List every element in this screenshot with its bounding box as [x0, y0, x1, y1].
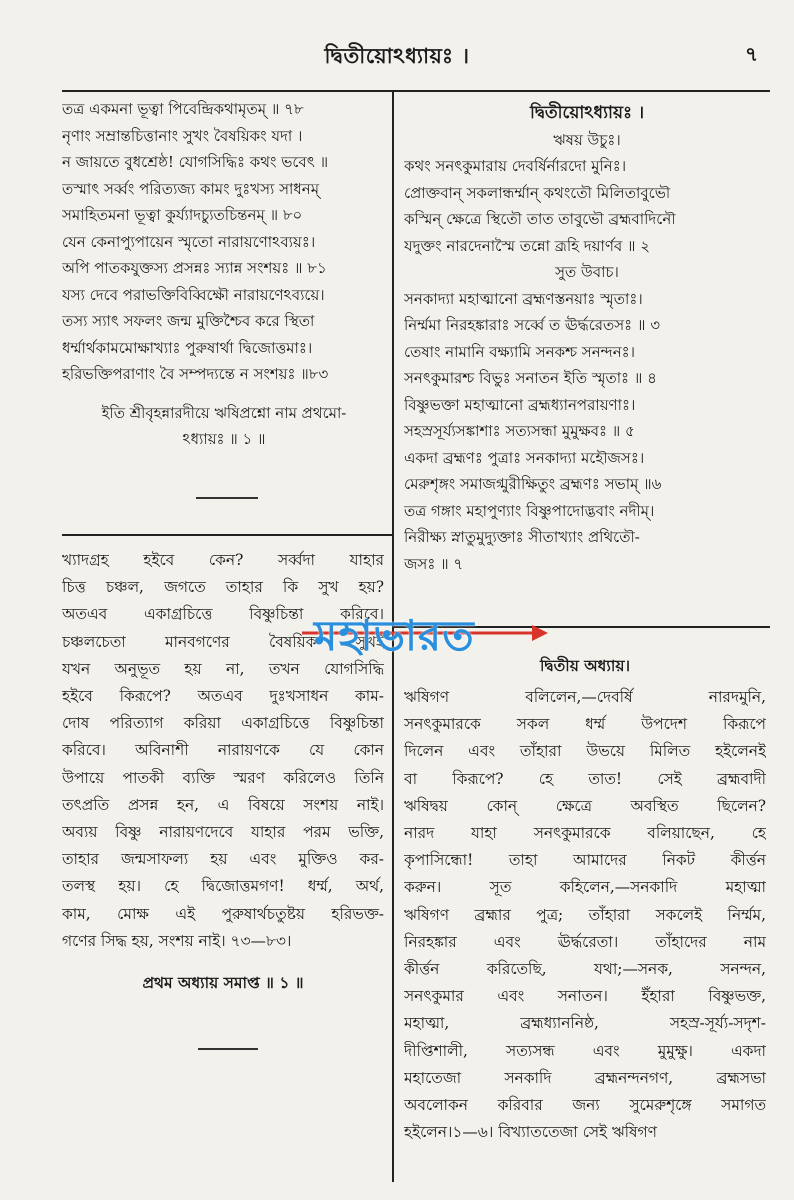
text-line: যদুক্তং নারদেনাস্মৈ তন্নো ব্রূহি দয়ার্ণব ॥ ২: [404, 236, 651, 255]
running-header-title: দ্বিতীয়োঽধ্যায়ঃ ।: [324, 43, 470, 68]
text-line: হরিভক্তিপরাণাং বৈ সম্পদ্যন্তে ন সংশয়ঃ ॥৮৩: [62, 365, 329, 383]
text-line: ঋষিগণ ব্রহ্মার পুত্র; তাঁহারা সকলেই নির্ম্মম,: [404, 905, 766, 924]
text-line: সনৎকুমারকে সকল ধর্ম্ম উপদেশ কিরূপে: [404, 715, 766, 734]
text-line: নারদ যাহা সনৎকুমারকে বলিয়াছেন, হে: [404, 824, 766, 843]
header-rule: [62, 90, 770, 92]
rishis-said-heading: ঋষয় উচুঃ।: [553, 130, 621, 149]
text-line: অপি পাতকযুক্তস্য প্রসন্নঃ স্যান্ন সংশয়ঃ ॥ ৮১: [62, 259, 327, 277]
text-line: কথং সনৎকুমারায় দেবর্ষির্নারদো মুনিঃ।: [404, 157, 627, 175]
text-line: একদা ব্রহ্মণঃ পুত্রাঃ সনকাদ্যা মহৌজসঃ।: [404, 448, 645, 467]
text-line: তৎপ্রতি প্রসন্ন হন, এ বিষয়ে সংশয় নাই।: [62, 795, 384, 814]
text-line: বা কিরূপে? হে তাত! সেই ব্রহ্মবাদী: [404, 769, 766, 788]
chapter-heading-bengali: দ্বিতীয় অধ্যায়।: [539, 656, 630, 675]
colophon-line-2: ঽধ্যায়ঃ ॥ ১ ॥: [182, 430, 266, 448]
text-line: যেন কেনাপ্যুপায়েন স্মৃতো নারায়ণোঽব্যয়ঃ।: [62, 232, 316, 251]
chapter-heading-sanskrit: দ্বিতীয়োঽধ্যায়ঃ ।: [529, 103, 645, 123]
chapter-end-rule: [198, 1048, 258, 1050]
text-line: অব্যয় বিষ্ণু নারায়ণদেবে যাহার পরম ভক্তি,: [62, 823, 384, 842]
text-line: অবলোকন করিবার জন্য সুমেরুশৃঙ্গে সমাগত: [404, 1096, 766, 1115]
text-line: সনকাদ্যা মহাত্মানো ব্রহ্মণস্তনয়াঃ স্মৃতাঃ।: [404, 289, 643, 308]
text-line: মহাতেজা সনকাদি ব্রহ্মনন্দনগণ, ব্রহ্মসভা: [404, 1068, 766, 1087]
text-line: করুন। সূত কহিলেন,—সনকাদি মহাত্মা: [404, 878, 766, 897]
text-line: সনৎকুমার এবং সনাতন। ইঁহারা বিষ্ণুভক্ত,: [404, 987, 766, 1006]
text-line: নৃণাং সম্রান্তচিত্তানাং সুখং বৈষয়িকং যদা ।: [62, 126, 303, 145]
right-verse-lines-b: [404, 286, 770, 578]
text-line: দোষ পরিত্যাগ করিয়া একাগ্রচিত্তে বিষ্ণুচিন্তা: [62, 714, 384, 733]
text-line: মেরুশৃঙ্গং সমাজগ্মুরীক্ষিতুং ব্রহ্মণঃ সভাম্ ॥৬: [404, 475, 662, 493]
text-line: তত্র একমনা ভূত্বা পিবেন্দ্ৰিকথামৃতম্ ॥ ৭৮: [62, 100, 304, 118]
right-prose-lines: [404, 684, 766, 1146]
chapter-end-caption: প্রথম অধ্যায় সমাপ্ত ॥ ১ ॥: [142, 973, 304, 993]
text-line: কীর্ত্তন করিতেছি, যথা;—সনক, সনন্দন,: [404, 960, 766, 979]
text-line: তাহার জন্মসাফল্য হয় এবং মুক্তিও কর-: [62, 850, 384, 869]
watermark-text: মহাভারত: [314, 611, 475, 660]
text-line: জসঃ ॥ ৭: [404, 554, 464, 573]
text-line: ধর্ম্মার্থকামমোক্ষাখ্যাঃ পুরুষার্থা দ্বিজোত্তমাঃ।: [62, 338, 313, 357]
text-line: সনৎকুমারশ্চ বিভুঃ সনাতন ইতি স্মৃতাঃ ॥ ৪: [404, 369, 657, 387]
text-line: কৃপাসিন্ধো! তাহা আমাদের নিকট কীর্ত্তন: [404, 851, 766, 870]
text-line: অতএব একাগ্রচিত্তে বিষ্ণুচিন্তা করিবে।: [62, 605, 384, 624]
text-line: উপায়ে পাতকী ব্যক্তি স্মরণ করিলেও তিনি: [62, 768, 384, 787]
text-line: সমাহিতমনা ভূত্বা কুৰ্য্যাদচ্যুতচিন্তনম্ ॥ ৮০: [62, 206, 303, 224]
text-line: দিলেন এবং তাঁহারা উভয়ে মিলিত হইলেনই: [404, 742, 766, 761]
colophon-line-1: ইতি শ্রীবৃহন্নারদীয়ে ঋষিপ্রশ্নো নাম প্রথমো-: [101, 403, 347, 422]
left-verse-lines: [62, 96, 386, 388]
text-line: নিরীক্ষ্য স্নাতুমুদ্যুক্তাঃ সীতাখ্যাং প্রথিতৌ-: [404, 528, 640, 546]
right-verse-lines-a: [404, 153, 770, 259]
text-line: বিষ্ণুভক্তা মহাত্মানো ব্রহ্মধ্যানপরায়ণাঃ।: [404, 395, 636, 414]
text-line: নির্ম্মমা নিরহঙ্কারাঃ সর্ব্বে ত ঊর্দ্ধরেতসঃ ॥ ৩: [404, 316, 660, 334]
right-translation-block: [404, 652, 766, 1146]
text-line: প্রোক্তবান্ সকলান্ধর্ম্মান্ কথংতৌ মিলিতাবুভৌ: [404, 183, 671, 202]
text-line: গণের সিদ্ধ হয়, সংশয় নাই। ৭৩—৮৩।: [62, 931, 292, 950]
text-line: হইবে কিরূপে? অতএব দুঃখসাধন কাম-: [62, 687, 384, 706]
text-line: তলস্থ হয়। হে দ্বিজোত্তমগণ! ধর্ম্ম, অর্থ,: [62, 877, 384, 896]
text-line: কাম, মোক্ষ এই পুরুষার্থচতুষ্টয় হরিভক্ত-: [62, 904, 384, 923]
text-line: যস্য দেবে পরাভক্তিবিব্বিক্ষৌ নারায়ণেঽব্যয়ে।: [62, 285, 325, 304]
text-line: তস্মাৎ সর্ব্বং পরিত্যজ্য কামং দুঃখস্য সাধনম্: [62, 179, 320, 198]
text-line: ন জায়তে বুধশ্রেষ্ঠ! যোগসিদ্ধিঃ কথং ভবেৎ ॥: [62, 153, 329, 171]
text-line: খ্যাদগ্রহ হইবে কেন? সর্ব্বদা যাহার: [62, 551, 384, 569]
text-line: তত্র গঙ্গাং মহাপুণ্যাং বিষ্ণুপাদোদ্ভবাং নদীম্।: [404, 501, 655, 520]
text-line: হইলেন।১—৬। বিখ্যাততেজা সেই ঋষিগণ: [404, 1123, 657, 1142]
text-line: ঋষিদ্বয় কোন্ ক্ষেত্রে অবস্থিত ছিলেন?: [404, 796, 766, 815]
text-line: তস্য স্যাৎ সফলং জন্ম মুক্তিশ্চৈব করে স্থিতা: [62, 312, 315, 330]
text-line: যখন অনুভূত হয় না, তখন যোগসিদ্ধি: [62, 659, 384, 678]
text-line: মহাত্মা, ব্রহ্মধ্যাননিষ্ঠ, সহস্র-সূর্য্য-সদৃশ-: [404, 1014, 766, 1033]
left-section-rule: [62, 534, 392, 536]
text-line: কস্মিন্ ক্ষেত্রে স্থিতৌ তাত তাবুভৌ ব্রহ্মবাদিনৌ: [404, 210, 676, 228]
suta-said-heading: সুত উবাচ।: [555, 263, 619, 281]
text-line: দীপ্তিশালী, সত্যসন্ধ এবং মুমুক্ষু। একদা: [404, 1041, 766, 1060]
text-line: ঋষিগণ বলিলেন,—দেবর্ষি নারদমুনি,: [404, 688, 766, 706]
page-number: ৭: [744, 42, 758, 66]
text-line: নিরহঙ্কার এবং ঊর্দ্ধরেতা। তাঁহাদের নাম: [404, 932, 766, 951]
section-end-rule: [196, 497, 258, 499]
text-line: চিত্ত চঞ্চল, জগতে তাহার কি সুখ হয়?: [62, 578, 384, 597]
right-verse-block: [404, 100, 770, 577]
text-line: চঞ্চলচেতা মানবগণের বৈষয়িক সুখই: [62, 632, 384, 651]
text-line: তেষাং নামানি বক্ষ্যামি সনকশ্চ সনন্দনঃ।: [404, 342, 636, 361]
left-verse-block: [62, 96, 386, 453]
text-line: করিবে। অবিনাশী নারায়ণকে যে কোন: [62, 741, 384, 760]
text-line: সহস্রসূর্য্যসঙ্কাশাঃ সত্যসন্ধা মুমুক্ষবঃ ॥ ৫: [404, 422, 635, 440]
watermark-logo: [300, 585, 550, 685]
